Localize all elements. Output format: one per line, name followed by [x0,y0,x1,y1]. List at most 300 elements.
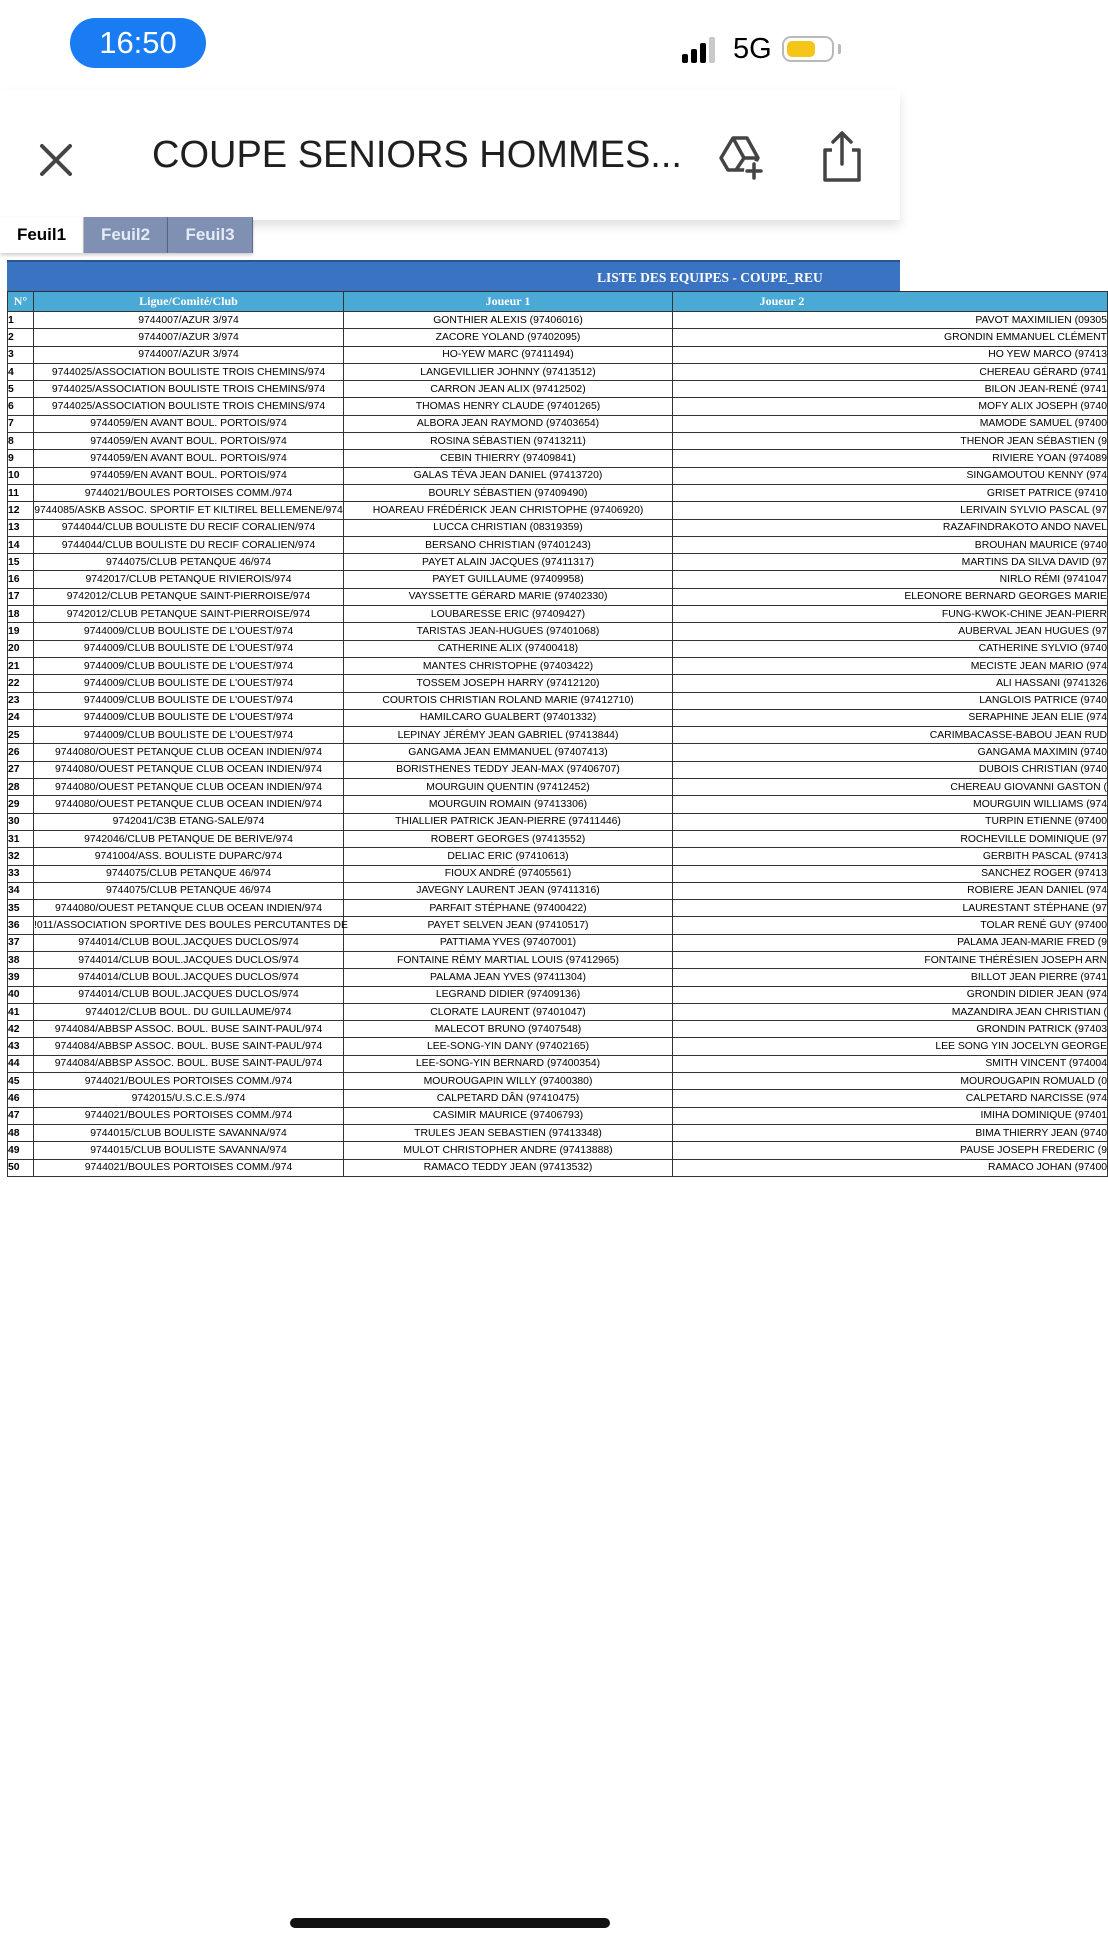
club-cell[interactable]: 9742041/C3B ETANG-SALE/974 [34,813,344,830]
home-indicator [290,1918,610,1928]
club-cell[interactable]: 9744080/OUEST PETANQUE CLUB OCEAN INDIEN/974 [34,796,344,813]
club-cell[interactable]: 9744021/BOULES PORTOISES COMM./974 [34,484,344,501]
club-cell[interactable]: 9744080/OUEST PETANQUE CLUB OCEAN INDIEN/974 [34,900,344,917]
row-number[interactable]: 50 [8,1159,34,1176]
player2-text: RAZAFINDRAKOTO ANDO NAVEL [942,522,1107,534]
table-row [8,329,1108,346]
status-time: 16:50 [70,18,206,68]
player2-cell[interactable] [673,779,1108,796]
table-row [8,727,1108,744]
player2-text: SERAPHINE JEAN ELIE (974 [968,712,1107,724]
table-row [8,1055,1108,1072]
table-row [8,761,1108,778]
player2-cell[interactable] [673,900,1108,917]
player2-cell[interactable] [673,969,1108,986]
tab-feuil2[interactable]: Feuil2 [84,217,168,253]
player2-text: SINGAMOUTOU KENNY (974 [966,470,1107,482]
row-number[interactable]: 9 [8,450,34,467]
player1-cell[interactable]: VAYSSETTE GÉRARD MARIE (97402330) [344,588,673,605]
table-row [8,623,1108,640]
player1-cell[interactable]: CALPETARD DÂN (97410475) [344,1090,673,1107]
player2-cell[interactable] [673,536,1108,553]
player1-cell[interactable]: BORISTHENES TEDDY JEAN-MAX (97406707) [344,761,673,778]
player2-text: RAMACO JOHAN (97400 [988,1162,1107,1174]
battery-icon [782,36,834,62]
column-header-club: Ligue/Comité/Club [34,292,344,312]
row-number[interactable]: 35 [8,900,34,917]
player1-cell[interactable]: MOUROUGAPIN WILLY (97400380) [344,1073,673,1090]
player2-cell[interactable] [673,450,1108,467]
player2-cell[interactable] [673,433,1108,450]
player1-cell[interactable]: MOURGUIN ROMAIN (97413306) [344,796,673,813]
player2-text: LANGLOIS PATRICE (9740 [979,695,1107,707]
player2-cell[interactable] [673,329,1108,346]
table-row [8,779,1108,796]
player2-cell[interactable] [673,1159,1108,1176]
player2-cell[interactable] [673,727,1108,744]
table-row [8,951,1108,968]
player1-cell[interactable]: HOAREAU FRÉDÉRICK JEAN CHRISTOPHE (97406920) [344,502,673,519]
player2-cell[interactable] [673,1038,1108,1055]
player2-text: LERIVAIN SYLVIO PASCAL (97 [960,504,1107,516]
table-row [8,744,1108,761]
document-header [0,90,900,220]
club-cell[interactable]: 9744021/BOULES PORTOISES COMM./974 [34,1107,344,1124]
club-cell[interactable]: 9744009/CLUB BOULISTE DE L'OUEST/974 [34,709,344,726]
club-cell[interactable]: 9744075/CLUB PETANQUE 46/974 [34,554,344,571]
club-cell[interactable]: 9744059/EN AVANT BOUL. PORTOIS/974 [34,433,344,450]
row-number[interactable]: 44 [8,1055,34,1072]
row-number[interactable]: 24 [8,709,34,726]
player2-text: MOURGUIN WILLIAMS (974 [973,798,1107,810]
player2-cell[interactable] [673,830,1108,847]
club-cell[interactable]: 9744025/ASSOCIATION BOULISTE TROIS CHEMINS/974 [34,381,344,398]
player2-cell[interactable] [673,692,1108,709]
player2-text: SANCHEZ ROGER (97413 [981,868,1107,880]
club-cell[interactable]: 9741004/ASS. BOULISTE DUPARC/974 [34,848,344,865]
player2-cell[interactable] [673,484,1108,501]
add-to-drive-icon [716,133,766,183]
table-row [8,519,1108,536]
club-cell[interactable]: 9742012/CLUB PETANQUE SAINT-PIERROISE/974 [34,588,344,605]
table-row [8,675,1108,692]
player1-cell[interactable]: TARISTAS JEAN-HUGUES (97401068) [344,623,673,640]
player1-cell[interactable]: COURTOIS CHRISTIAN ROLAND MARIE (97412710) [344,692,673,709]
player2-cell[interactable] [673,865,1108,882]
spreadsheet-view[interactable] [0,258,1107,1858]
player2-cell[interactable] [673,675,1108,692]
table-row [8,813,1108,830]
table-row [8,1038,1108,1055]
player2-text: AUBERVAL JEAN HUGUES (97 [958,625,1107,637]
player2-text: CHEREAU GIOVANNI GASTON ( [950,781,1107,793]
club-cell[interactable]: 9744009/CLUB BOULISTE DE L'OUEST/974 [34,657,344,674]
player2-cell[interactable] [673,1055,1108,1072]
row-number[interactable]: 37 [8,934,34,951]
player2-text: TURPIN ETIENNE (97400 [985,816,1107,828]
club-cell[interactable]: 9744080/OUEST PETANQUE CLUB OCEAN INDIEN/974 [34,779,344,796]
player2-cell[interactable] [673,502,1108,519]
player2-cell[interactable] [673,363,1108,380]
club-cell[interactable]: 9744084/ABBSP ASSOC. BOUL. BUSE SAINT-PAUL/974 [34,1055,344,1072]
club-cell[interactable]: 9744015/CLUB BOULISTE SAVANNA/974 [34,1142,344,1159]
row-number[interactable]: 4 [8,363,34,380]
club-cell[interactable]: 9744015/CLUB BOULISTE SAVANNA/974 [34,1124,344,1141]
player1-cell[interactable]: PAYET GUILLAUME (97409958) [344,571,673,588]
player2-text: CATHERINE SYLVIO (9740 [978,643,1107,655]
player1-cell[interactable]: MOURGUIN QUENTIN (97412452) [344,779,673,796]
table-row [8,1124,1108,1141]
club-cell[interactable]: 9744084/ABBSP ASSOC. BOUL. BUSE SAINT-PAUL/974 [34,1021,344,1038]
player2-cell[interactable] [673,346,1108,363]
player2-cell[interactable] [673,415,1108,432]
player1-cell[interactable]: LEE-SONG-YIN BERNARD (97400354) [344,1055,673,1072]
table-row [8,900,1108,917]
player1-cell[interactable]: ROBERT GEORGES (97413552) [344,830,673,847]
row-number[interactable]: 39 [8,969,34,986]
row-number[interactable]: 18 [8,606,34,623]
player1-cell[interactable]: CARRON JEAN ALIX (97412502) [344,381,673,398]
player2-cell[interactable] [673,796,1108,813]
club-cell[interactable]: 9744009/CLUB BOULISTE DE L'OUEST/974 [34,692,344,709]
club-cell[interactable]: 9744080/OUEST PETANQUE CLUB OCEAN INDIEN/974 [34,761,344,778]
player1-cell[interactable]: LUCCA CHRISTIAN (08319359) [344,519,673,536]
club-cell[interactable]: 9744059/EN AVANT BOUL. PORTOIS/974 [34,450,344,467]
player1-cell[interactable]: CASIMIR MAURICE (97406793) [344,1107,673,1124]
club-cell[interactable]: 9742015/U.S.C.E.S./974 [34,1090,344,1107]
player2-text: MARTINS DA SILVA DAVID (97 [961,556,1107,568]
player2-cell[interactable] [673,951,1108,968]
player2-text: TOLAR RENÉ GUY (97400 [980,920,1107,932]
club-cell[interactable]: 9744025/ASSOCIATION BOULISTE TROIS CHEMINS/974 [34,363,344,380]
player1-cell[interactable]: MALECOT BRUNO (97407548) [344,1021,673,1038]
club-cell[interactable]: 9744075/CLUB PETANQUE 46/974 [34,865,344,882]
row-number[interactable]: 16 [8,571,34,588]
player2-cell[interactable] [673,467,1108,484]
table-row [8,346,1108,363]
club-cell[interactable]: 9744007/AZUR 3/974 [34,329,344,346]
player1-cell[interactable]: CEBIN THIERRY (97409841) [344,450,673,467]
row-number[interactable]: 14 [8,536,34,553]
close-button[interactable] [36,140,76,180]
player2-cell[interactable] [673,398,1108,415]
player2-text: PAUSE JOSEPH FREDERIC (9 [959,1144,1107,1156]
row-number[interactable]: 46 [8,1090,34,1107]
row-number[interactable]: 34 [8,882,34,899]
player2-text: CHEREAU GÉRARD (9741 [979,366,1107,378]
player2-text: MAZANDIRA JEAN CHRISTIAN ( [951,1006,1107,1018]
player2-text: PALAMA JEAN-MARIE FRED (9 [957,937,1107,949]
player2-cell[interactable] [673,744,1108,761]
row-number[interactable]: 42 [8,1021,34,1038]
player2-cell[interactable] [673,709,1108,726]
player2-cell[interactable] [673,848,1108,865]
row-number[interactable]: 3 [8,346,34,363]
table-row [8,312,1108,329]
tab-feuil1[interactable]: Feuil1 [0,217,84,253]
player1-cell[interactable]: DELIAC ERIC (97410613) [344,848,673,865]
table-row [8,398,1108,415]
column-header-player2-label: Joueur 2 [759,294,805,308]
player2-text: GERBITH PASCAL (97413 [982,850,1107,862]
player1-cell[interactable]: TOSSEM JOSEPH HARRY (97412120) [344,675,673,692]
player2-cell[interactable] [673,1073,1108,1090]
table-row [8,433,1108,450]
row-number[interactable]: 10 [8,467,34,484]
row-number[interactable]: 2 [8,329,34,346]
table-row [8,1159,1108,1176]
club-cell[interactable]: 9744080/OUEST PETANQUE CLUB OCEAN INDIEN/974 [34,744,344,761]
row-number[interactable]: 15 [8,554,34,571]
player2-text: GRONDIN EMMANUEL CLÉMENT [944,331,1107,343]
player1-cell[interactable]: FIOUX ANDRÉ (97405561) [344,865,673,882]
table-row [8,1021,1108,1038]
row-number[interactable]: 40 [8,986,34,1003]
row-number[interactable]: 26 [8,744,34,761]
row-number[interactable]: 48 [8,1124,34,1141]
row-number[interactable]: 30 [8,813,34,830]
row-number[interactable]: 29 [8,796,34,813]
table-row [8,554,1108,571]
player2-cell[interactable] [673,882,1108,899]
club-cell[interactable]: 9744009/CLUB BOULISTE DE L'OUEST/974 [34,727,344,744]
player2-cell[interactable] [673,934,1108,951]
club-cell[interactable]: 9744021/BOULES PORTOISES COMM./974 [34,1159,344,1176]
player2-text: RIVIERE YOAN (974089 [992,453,1107,465]
player2-cell[interactable] [673,554,1108,571]
club-cell[interactable]: 9744009/CLUB BOULISTE DE L'OUEST/974 [34,623,344,640]
table-row [8,917,1108,934]
player1-cell[interactable]: HAMILCARO GUALBERT (97401332) [344,709,673,726]
player1-cell[interactable]: LEE-SONG-YIN DANY (97402165) [344,1038,673,1055]
player2-text: MAMODE SAMUEL (97400 [979,418,1107,430]
player1-cell[interactable]: PAYET SELVEN JEAN (97410517) [344,917,673,934]
table-row [8,467,1108,484]
battery-tip [838,44,841,54]
table-row [8,536,1108,553]
club-cell[interactable]: 9744059/EN AVANT BOUL. PORTOIS/974 [34,415,344,432]
player2-text: ALI HASSANI (9741326 [996,677,1107,689]
row-number[interactable]: 8 [8,433,34,450]
club-cell[interactable]: 9744021/BOULES PORTOISES COMM./974 [34,1073,344,1090]
club-cell[interactable]: 9744014/CLUB BOUL.JACQUES DUCLOS/974 [34,969,344,986]
row-number[interactable]: 43 [8,1038,34,1055]
player1-cell[interactable]: FONTAINE RÉMY MARTIAL LOUIS (97412965) [344,951,673,968]
player2-cell[interactable] [673,761,1108,778]
row-number[interactable]: 13 [8,519,34,536]
club-cell[interactable]: 9742046/CLUB PETANQUE DE BERIVE/974 [34,830,344,847]
player2-text: MOFY ALIX JOSEPH (9740 [978,401,1107,413]
row-number[interactable]: 25 [8,727,34,744]
club-cell[interactable]: 9744014/CLUB BOUL.JACQUES DUCLOS/974 [34,986,344,1003]
row-number[interactable]: 17 [8,588,34,605]
player2-cell[interactable] [673,657,1108,674]
player2-cell[interactable] [673,588,1108,605]
table-row [8,882,1108,899]
club-cell[interactable]: !011/ASSOCIATION SPORTIVE DES BOULES PERCUTANTES DE [34,917,344,934]
player2-text: FONTAINE THÉRÉSIEN JOSEPH ARN [924,954,1107,966]
column-header-player1: Joueur 1 [344,292,673,312]
sheet-banner-title: LISTE DES EQUIPES - COUPE_REU [597,270,823,285]
player1-cell[interactable]: MULOT CHRISTOPHER ANDRE (97413888) [344,1142,673,1159]
row-number[interactable]: 27 [8,761,34,778]
row-number[interactable]: 38 [8,951,34,968]
share-button[interactable] [818,130,866,184]
row-number[interactable]: 31 [8,830,34,847]
player2-text: NIRLO RÉMI (9741047 [999,574,1107,586]
player2-cell[interactable] [673,606,1108,623]
player1-cell[interactable]: GALAS TÉVA JEAN DANIEL (97413720) [344,467,673,484]
club-cell[interactable]: 9742012/CLUB PETANQUE SAINT-PIERROISE/974 [34,606,344,623]
player1-cell[interactable]: PARFAIT STÉPHANE (97400422) [344,900,673,917]
player1-cell[interactable]: BOURLY SÉBASTIEN (97409490) [344,484,673,501]
player2-text: BROUHAN MAURICE (9740 [974,539,1107,551]
player2-cell[interactable] [673,1090,1108,1107]
table-header-row [8,292,1108,312]
player1-cell[interactable]: LANGEVILLIER JOHNNY (97413512) [344,363,673,380]
club-cell[interactable]: 9744025/ASSOCIATION BOULISTE TROIS CHEMINS/974 [34,398,344,415]
tab-feuil3[interactable]: Feuil3 [168,217,253,253]
row-number[interactable]: 23 [8,692,34,709]
club-cell[interactable]: 9744085/ASKB ASSOC. SPORTIF ET KILTIREL BELLEMENE/974 [34,502,344,519]
row-number[interactable]: 11 [8,484,34,501]
player2-cell[interactable] [673,1107,1108,1124]
player2-text: THENOR JEAN SÉBASTIEN (9 [960,435,1107,447]
table-row [8,502,1108,519]
player2-text: ROCHEVILLE DOMINIQUE (97 [960,833,1107,845]
row-number[interactable]: 49 [8,1142,34,1159]
signal-strength-icon [682,37,716,63]
player2-cell[interactable] [673,312,1108,329]
player1-cell[interactable]: TRULES JEAN SEBASTIEN (97413348) [344,1124,673,1141]
club-cell[interactable]: 9744009/CLUB BOULISTE DE L'OUEST/974 [34,675,344,692]
player2-text: ROBIERE JEAN DANIEL (974 [967,885,1107,897]
table-row [8,450,1108,467]
player2-cell[interactable] [673,381,1108,398]
row-number[interactable]: 12 [8,502,34,519]
player2-cell[interactable] [673,986,1108,1003]
player2-cell[interactable] [673,1142,1108,1159]
player1-cell[interactable]: CLORATE LAURENT (97401047) [344,1003,673,1020]
player2-text: PAVOT MAXIMILIEN (09305 [975,314,1107,326]
player2-cell[interactable] [673,917,1108,934]
add-to-drive-button[interactable] [716,133,766,183]
row-number[interactable]: 20 [8,640,34,657]
player2-cell[interactable] [673,623,1108,640]
player2-cell[interactable] [673,1124,1108,1141]
player1-cell[interactable]: THOMAS HENRY CLAUDE (97401265) [344,398,673,415]
table-row [8,848,1108,865]
row-number[interactable]: 1 [8,312,34,329]
player1-cell[interactable]: THIALLIER PATRICK JEAN-PIERRE (97411446) [344,813,673,830]
player1-cell[interactable]: BERSANO CHRISTIAN (97401243) [344,536,673,553]
player1-cell[interactable]: ROSINA SÉBASTIEN (97413211) [344,433,673,450]
document-title: COUPE SENIORS HOMMES... [152,134,682,176]
player1-cell[interactable]: ALBORA JEAN RAYMOND (97403654) [344,415,673,432]
player1-cell[interactable]: JAVEGNY LAURENT JEAN (97411316) [344,882,673,899]
row-number[interactable]: 28 [8,779,34,796]
club-cell[interactable]: 9744007/AZUR 3/974 [34,346,344,363]
row-number[interactable]: 5 [8,381,34,398]
player1-cell[interactable]: CATHERINE ALIX (97400418) [344,640,673,657]
player2-text: GRISET PATRICE (97410 [986,487,1107,499]
table-row [8,934,1108,951]
player1-cell[interactable]: RAMACO TEDDY JEAN (97413532) [344,1159,673,1176]
player1-cell[interactable]: LOUBARESSE ERIC (97409427) [344,606,673,623]
table-row [8,606,1108,623]
row-number[interactable]: 41 [8,1003,34,1020]
teams-table [7,291,1108,1177]
row-number[interactable]: 47 [8,1107,34,1124]
row-number[interactable]: 33 [8,865,34,882]
status-bar [0,0,900,90]
player2-cell[interactable] [673,571,1108,588]
player1-cell[interactable]: GANGAMA JEAN EMMANUEL (97407413) [344,744,673,761]
column-header-number: N° [8,292,34,312]
player1-cell[interactable]: HO-YEW MARC (97411494) [344,346,673,363]
player2-cell[interactable] [673,813,1108,830]
player2-cell[interactable] [673,1003,1108,1020]
club-cell[interactable]: 9742017/CLUB PETANQUE RIVIEROIS/974 [34,571,344,588]
player1-cell[interactable]: LEGRAND DIDIER (97409136) [344,986,673,1003]
player1-cell[interactable]: PAYET ALAIN JACQUES (97411317) [344,554,673,571]
club-cell[interactable]: 9744059/EN AVANT BOUL. PORTOIS/974 [34,467,344,484]
row-number[interactable]: 22 [8,675,34,692]
player1-cell[interactable]: GONTHIER ALEXIS (97406016) [344,312,673,329]
row-number[interactable]: 19 [8,623,34,640]
player2-text: GRONDIN PATRICK (97403 [976,1023,1107,1035]
player1-cell[interactable]: LEPINAY JÉRÉMY JEAN GABRIEL (97413844) [344,727,673,744]
table-row [8,1090,1108,1107]
table-row [8,571,1108,588]
row-number[interactable]: 21 [8,657,34,674]
player1-cell[interactable]: ZACORE YOLAND (97402095) [344,329,673,346]
player1-cell[interactable]: PATTIAMA YVES (97407001) [344,934,673,951]
player2-text: LAURESTANT STÉPHANE (97 [962,902,1107,914]
row-number[interactable]: 36 [8,917,34,934]
club-cell[interactable]: 9744044/CLUB BOULISTE DU RECIF CORALIEN/974 [34,536,344,553]
player1-cell[interactable]: MANTES CHRISTOPHE (97403422) [344,657,673,674]
row-number[interactable]: 7 [8,415,34,432]
player2-cell[interactable] [673,1021,1108,1038]
player1-cell[interactable]: PALAMA JEAN YVES (97411304) [344,969,673,986]
player2-text: MOUROUGAPIN ROMUALD (0 [960,1075,1107,1087]
player2-cell[interactable] [673,519,1108,536]
row-number[interactable]: 45 [8,1073,34,1090]
table-row [8,1003,1108,1020]
table-row [8,415,1108,432]
club-cell[interactable]: 9744044/CLUB BOULISTE DU RECIF CORALIEN/974 [34,519,344,536]
row-number[interactable]: 32 [8,848,34,865]
club-cell[interactable]: 9744014/CLUB BOUL.JACQUES DUCLOS/974 [34,934,344,951]
row-number[interactable]: 6 [8,398,34,415]
club-cell[interactable]: 9744009/CLUB BOULISTE DE L'OUEST/974 [34,640,344,657]
club-cell[interactable]: 9744075/CLUB PETANQUE 46/974 [34,882,344,899]
table-row [8,1107,1108,1124]
player2-text: BILON JEAN-RENÉ (9741 [984,383,1107,395]
club-cell[interactable]: 9744007/AZUR 3/974 [34,312,344,329]
player2-cell[interactable] [673,640,1108,657]
club-cell[interactable]: 9744014/CLUB BOUL.JACQUES DUCLOS/974 [34,951,344,968]
table-row [8,830,1108,847]
table-row [8,588,1108,605]
club-cell[interactable]: 9744084/ABBSP ASSOC. BOUL. BUSE SAINT-PAUL/974 [34,1038,344,1055]
player2-text: IMIHA DOMINIQUE (97401 [980,1110,1107,1122]
table-row [8,692,1108,709]
club-cell[interactable]: 9744012/CLUB BOUL. DU GUILLAUME/974 [34,1003,344,1020]
table-row [8,1142,1108,1159]
player2-text: BILLOT JEAN PIERRE (9741 [970,971,1107,983]
